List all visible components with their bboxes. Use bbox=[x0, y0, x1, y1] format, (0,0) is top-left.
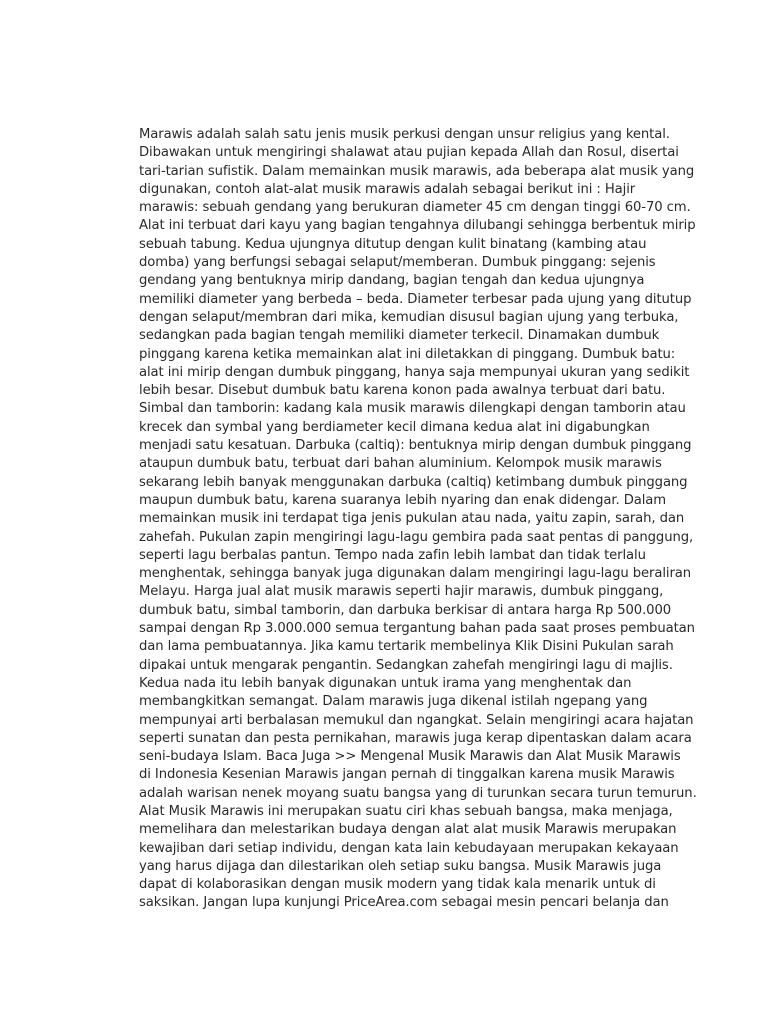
text-line: lebih besar. Disebut dumbuk batu karena konon pada awalnya terbuat dari batu. bbox=[139, 383, 666, 399]
text-line: di Indonesia Kesenian Marawis jangan pernah di tinggalkan karena musik Marawis bbox=[139, 767, 675, 783]
text-line: menghentak, sehingga banyak juga digunakan dalam mengiringi lagu-lagu beraliran bbox=[139, 566, 692, 582]
text-line: ataupun dumbuk batu, terbuat dari bahan aluminium. Kelompok musik marawis bbox=[139, 456, 662, 472]
text-line: saksikan. Jangan lupa kunjungi PriceArea.com sebagai mesin pencari belanja dan bbox=[139, 895, 669, 911]
text-line: zahefah. Pukulan zapin mengiringi lagu-lagu gembira pada saat pentas di panggung, bbox=[139, 529, 694, 545]
text-line: sebuah tabung. Kedua ujungnya ditutup dengan kulit binatang (kambing atau bbox=[139, 236, 647, 252]
text-line: Simbal dan tamborin: kadang kala musik marawis dilengkapi dengan tamborin atau bbox=[139, 401, 686, 417]
text-line: dapat di kolaborasikan dengan musik modern yang tidak kala menarik untuk di bbox=[139, 877, 656, 893]
text-line: Melayu. Harga jual alat musik marawis seperti hajir marawis, dumbuk pinggang, bbox=[139, 584, 664, 600]
text-line: Alat ini terbuat dari kayu yang bagian tengahnya dilubangi sehingga berbentuk mirip bbox=[139, 218, 696, 234]
text-line: memainkan musik ini terdapat tiga jenis pukulan atau nada, yaitu zapin, sarah, dan bbox=[139, 511, 685, 527]
text-line: dumbuk batu, simbal tamborin, dan darbuka berkisar di antara harga Rp 500.000 bbox=[139, 602, 672, 618]
text-line: marawis: sebuah gendang yang berukuran diameter 45 cm dengan tinggi 60-70 cm. bbox=[139, 200, 691, 216]
text-line: dipakai untuk mengarak pengantin. Sedangkan zahefah mengiringi lagu di majlis. bbox=[139, 657, 673, 673]
text-line: krecek dan symbal yang berdiameter kecil dimana kedua alat ini digabungkan bbox=[139, 419, 650, 435]
text-line: seperti lagu berbalas pantun. Tempo nada zafin lebih lambat dan tidak terlalu bbox=[139, 547, 646, 563]
text-line: alat ini mirip dengan dumbuk pinggang, hanya saja mempunyai ukuran yang sedikit bbox=[139, 364, 690, 380]
text-line: seperti sunatan dan pesta pernikahan, marawis juga kerap dipentaskan dalam acara bbox=[139, 730, 692, 746]
text-line: pinggang karena ketika memainkan alat ini diletakkan di pinggang. Dumbuk batu: bbox=[139, 346, 676, 362]
text-line: dengan selaput/membran dari mika, kemudian disusul bagian ujung yang terbuka, bbox=[139, 309, 679, 325]
text-line: mempunyai arti berbalasan memukul dan ngangkat. Selain mengiringi acara hajatan bbox=[139, 712, 694, 728]
text-line: digunakan, contoh alat-alat musik marawis adalah sebagai berikut ini : Hajir bbox=[139, 181, 636, 197]
text-line: memiliki diameter yang berbeda – beda. Diameter terbesar pada ujung yang ditutup bbox=[139, 291, 692, 307]
text-line: domba) yang berfungsi sebagai selaput/memberan. Dumbuk pinggang: sejenis bbox=[139, 255, 656, 271]
text-line: maupun dumbuk batu, karena suaranya lebih nyaring dan enak didengar. Dalam bbox=[139, 492, 667, 508]
text-line: Marawis adalah salah satu jenis musik perkusi dengan unsur religius yang kental. bbox=[139, 127, 670, 142]
text-line: menjadi satu kesatuan. Darbuka (caltiq): bentuknya mirip dengan dumbuk pinggang bbox=[139, 438, 692, 454]
text-line: tari-tarian sufistik. Dalam memainkan musik marawis, ada beberapa alat musik yang bbox=[139, 163, 695, 179]
text-line: Kedua nada itu lebih banyak digunakan untuk irama yang menghentak dan bbox=[139, 675, 632, 691]
text-line: sekarang lebih banyak menggunakan darbuka (caltiq) ketimbang dumbuk pinggang bbox=[139, 474, 688, 490]
text-line: sampai dengan Rp 3.000.000 semua tergantung bahan pada saat proses pembuatan bbox=[139, 621, 695, 637]
text-line: seni-budaya Islam. Baca Juga >> Mengenal Musik Marawis dan Alat Musik Marawis bbox=[139, 749, 681, 765]
text-line: dan lama pembuatannya. Jika kamu tertarik membelinya Klik Disini Pukulan sarah bbox=[139, 639, 674, 655]
text-line: kewajiban dari setiap individu, dengan kata lain kebudayaan merupakan kekayaan bbox=[139, 840, 679, 856]
text-line: Alat Musik Marawis ini merupakan suatu ciri khas sebuah bangsa, maka menjaga, bbox=[139, 803, 673, 819]
text-line: membangkitkan semangat. Dalam marawis juga dikenal istilah ngepang yang bbox=[139, 694, 648, 710]
body-text bbox=[139, 126, 697, 913]
text-line: Dibawakan untuk mengiringi shalawat atau pujian kepada Allah dan Rosul, disertai bbox=[139, 145, 679, 161]
text-line: gendang yang bentuknya mirip dandang, bagian tengah dan kedua ujungnya bbox=[139, 273, 645, 289]
text-line: adalah warisan nenek moyang suatu bangsa yang di turunkan secara turun temurun. bbox=[139, 785, 697, 801]
text-line: sedangkan pada bagian tengah memiliki diameter terkecil. Dinamakan dumbuk bbox=[139, 328, 660, 344]
text-line: yang harus dijaga dan dilestarikan oleh setiap suku bangsa. Musik Marawis juga bbox=[139, 858, 662, 874]
text-line: memelihara dan melestarikan budaya dengan alat alat musik Marawis merupakan bbox=[139, 822, 677, 838]
